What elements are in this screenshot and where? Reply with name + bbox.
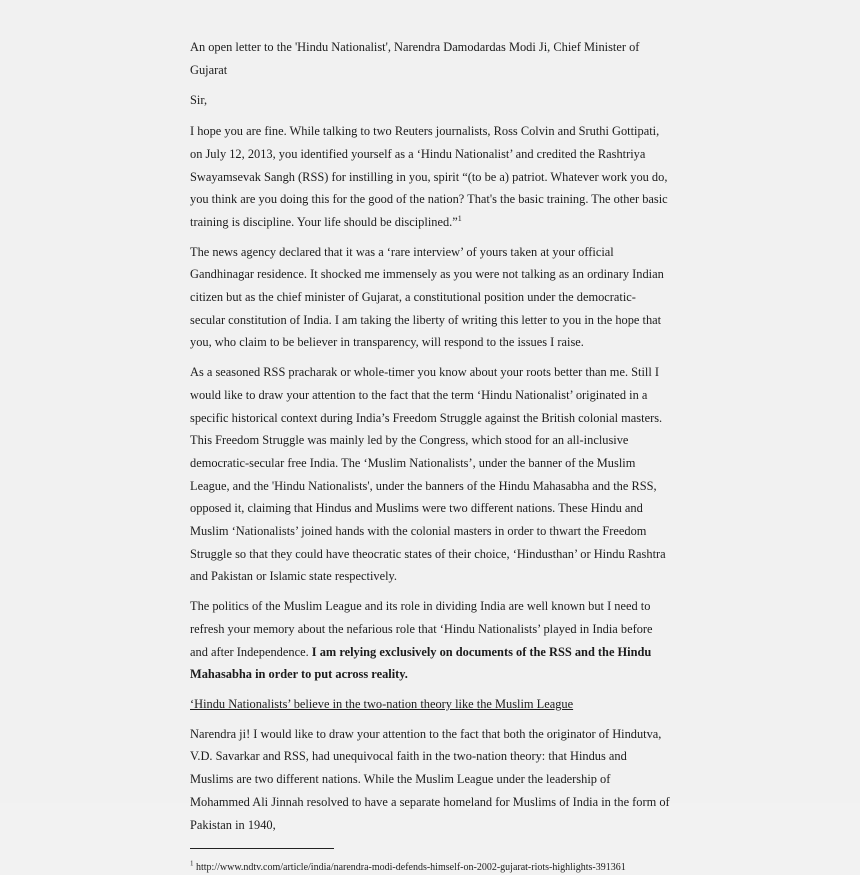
footnote bbox=[190, 861, 670, 875]
salutation: Sir, bbox=[190, 93, 208, 108]
footnote-url[interactable]: http://www.ndtv.com/article/india/narendra-modi-defends-himself-on-2002-gujarat-riots-highlights-391361 bbox=[193, 862, 626, 874]
paragraph-1-text: I hope you are fine. While talking to two Reuters journalists, Ross Colvin and Sruthi Gottipati, on July 12, 2013, you identified yourself as a ‘Hindu Nationalist’ and credited the Rashtriya Swayamsevak Sangh (RSS) for instilling in you, spirit “(to be a) patriot. Whatever work you do, you think are you doing this for the good of the nation? That's the basic training. The other basic training is discipline. Your life should be disciplined.” bbox=[190, 124, 668, 229]
letter-body bbox=[190, 36, 670, 875]
paragraph-1 bbox=[190, 120, 670, 234]
footnote-marker: 1 bbox=[190, 859, 194, 868]
paragraph-4-text: The politics of the Muslim League and its role in dividing India are well known but I need to refresh your memory about the nefarious role that ‘Hindu Nationalists’ played in India before and after Independence. bbox=[190, 599, 653, 659]
paragraph-2: The news agency declared that it was a ‘rare interview’ of yours taken at your official Gandhinagar residence. It shocked me immensely as you were not talking as an ordinary Indian citizen but as the chief minister of Gujarat, a constitutional position under the democratic-secular constitution of India. I am taking the liberty of writing this letter to you in the hope that you, who claim to be believer in transparency, will respond to the issues I raise. bbox=[190, 244, 664, 350]
paragraph-4-emphasis: I am relying exclusively on documents of the RSS and the Hindu Mahasabha in order to put across reality. bbox=[190, 644, 652, 682]
footnote-reference[interactable]: 1 bbox=[457, 213, 462, 223]
letter-title: An open letter to the 'Hindu Nationalist', Narendra Damodardas Modi Ji, Chief Minister of Gujarat bbox=[190, 40, 640, 77]
paragraph-3: As a seasoned RSS pracharak or whole-timer you know about your roots better than me. Still I would like to draw your attention to the fact that the term ‘Hindu Nationalist’ originated in a specific historical context during India’s Freedom Struggle against the British colonial masters. This Freedom Struggle was mainly led by the Congress, which stood for an all-inclusive democratic-secular free India. The ‘Muslim Nationalists’, under the banner of the Muslim League, and the 'Hindu Nationalists', under the banners of the Hindu Mahasabha and the RSS, opposed it, claiming that Hindus and Muslims were two different nations. These Hindu and Muslim ‘Nationalists’ joined hands with the colonial masters in order to thwart the Freedom Struggle so that they could have theocratic states of their choice, ‘Hindusthan’ or Hindu Rashtra and Pakistan or Islamic state respectively. bbox=[190, 365, 666, 584]
paragraph-4 bbox=[190, 595, 670, 686]
footnote-divider bbox=[190, 848, 334, 849]
paragraph-5: Narendra ji! I would like to draw your attention to the fact that both the originator of Hindutva, V.D. Savarkar and RSS, had unequivocal faith in the two-nation theory: that Hindus and Muslims are two different nations. While the Muslim League under the leadership of Mohammed Ali Jinnah resolved to have a separate homeland for Muslims of India in the form of Pakistan in 1940, bbox=[190, 726, 670, 832]
section-heading: ‘Hindu Nationalists’ believe in the two-nation theory like the Muslim League bbox=[190, 696, 574, 711]
